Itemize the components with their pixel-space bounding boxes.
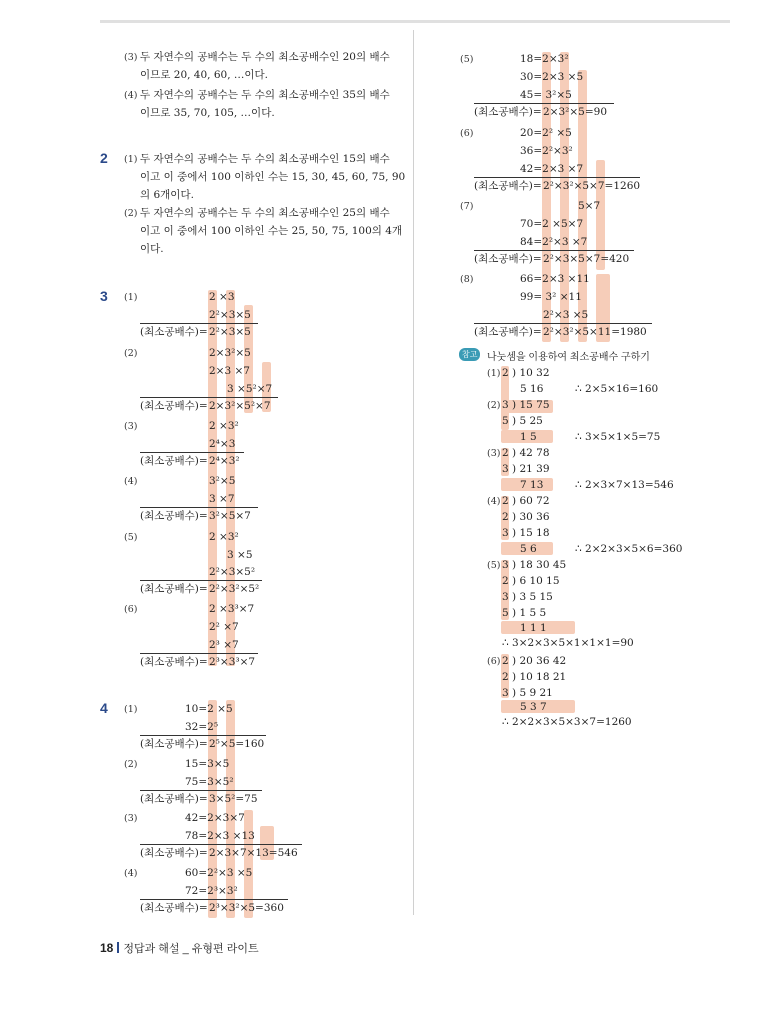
factor-row: 32=2⁵	[185, 721, 219, 733]
sub-label: (3)	[124, 813, 138, 824]
sub-label: (4)	[124, 476, 138, 487]
lcm-answer: 2⁴×3²	[209, 455, 240, 467]
factor-row: 5×7	[578, 200, 601, 212]
rule	[474, 103, 614, 104]
factor-row: 3 ×5²×7	[227, 383, 273, 395]
rule	[474, 250, 634, 251]
sub-label: (1)	[124, 292, 138, 303]
factor-row: 15=3×5	[185, 758, 230, 770]
lcm-answer: 2³×3³×7	[209, 656, 256, 668]
factor-row: 10=2 ×5	[185, 703, 233, 715]
division-row: 3 ) 15 75	[502, 399, 550, 411]
division-row: 3 ) 15 18	[502, 527, 550, 539]
lcm-answer: 2×3×7×13=546	[209, 847, 298, 859]
factor-row: 2⁴×3	[209, 438, 236, 450]
sub-label: (8)	[460, 274, 474, 285]
footer-bar	[117, 942, 119, 953]
rule	[140, 653, 258, 654]
factor-row: 84=2²×3 ×7	[520, 236, 588, 248]
lcm-label: (최소공배수)=	[140, 847, 208, 859]
sub-label: (4)	[124, 868, 138, 879]
lcm-label: (최소공배수)=	[140, 400, 208, 412]
footer-title: 정답과 해설 _ 유형편 라이트	[123, 943, 259, 955]
text-line: 이다.	[140, 243, 164, 255]
lcm-label: (최소공배수)=	[140, 510, 208, 522]
sub-label: (3)	[487, 448, 501, 459]
factor-row: 20=2² ×5	[520, 127, 572, 139]
lcm-label: (최소공배수)=	[474, 106, 542, 118]
factor-row: 70=2 ×5×7	[520, 218, 584, 230]
column-divider	[413, 30, 414, 915]
sub-label: (1)	[487, 368, 501, 379]
text-line: 두 자연수의 공배수는 두 수의 최소공배수인 20의 배수	[140, 51, 390, 63]
factor-row: 72=2³×3²	[185, 885, 238, 897]
page-number: 18	[100, 941, 114, 955]
sub-label: (2)	[124, 208, 138, 219]
factor-row: 30=2×3 ×5	[520, 71, 584, 83]
factor-row: 2 ×3³×7	[209, 603, 255, 615]
sub-label: (1)	[124, 704, 138, 715]
sub-label: (6)	[460, 128, 474, 139]
division-row: 5 6	[520, 543, 537, 555]
lcm-answer: 2×3²×5²×7	[209, 400, 271, 412]
text-line: 의 6개이다.	[140, 189, 194, 201]
division-answer: ∴ 2×3×7×13=546	[575, 479, 674, 491]
sub-label: (1)	[124, 154, 138, 165]
lcm-label: (최소공배수)=	[140, 455, 208, 467]
question-number: 2	[100, 150, 108, 166]
division-row: 2 ) 20 36 42	[502, 655, 567, 667]
sub-label: (5)	[124, 532, 138, 543]
factor-row: 2²×3 ×5	[543, 309, 589, 321]
lcm-answer: 2²×3²×5×11=1980	[543, 326, 647, 338]
lcm-label: (최소공배수)=	[474, 326, 542, 338]
lcm-answer: 2²×3×5×7=420	[543, 253, 630, 265]
sub-label: (2)	[124, 348, 138, 359]
factor-row: 2²×3×5²	[209, 566, 256, 578]
rule	[140, 397, 278, 398]
factor-row: 2³ ×7	[209, 639, 239, 651]
lcm-answer: 2³×3²×5=360	[209, 902, 284, 914]
sub-label: (3)	[124, 52, 138, 63]
factor-row: 99= 3² ×11	[520, 291, 582, 303]
top-rule	[100, 20, 730, 23]
lcm-answer: 3²×5×7	[209, 510, 251, 522]
rule	[140, 899, 288, 900]
question-number: 4	[100, 700, 108, 716]
text-line: 두 자연수의 공배수는 두 수의 최소공배수인 25의 배수	[140, 207, 390, 219]
division-row: 2 ) 10 32	[502, 367, 550, 379]
sub-label: (4)	[487, 496, 501, 507]
note-title: 나눗셈을 이용하여 최소공배수 구하기	[487, 352, 650, 363]
note-badge: 참고	[459, 348, 480, 361]
factor-row: 60=2²×3 ×5	[185, 867, 253, 879]
division-answer: ∴ 3×2×3×5×1×1×1=90	[502, 637, 634, 649]
factor-row: 2² ×7	[209, 621, 239, 633]
lcm-answer: 2²×3²×5²	[209, 583, 260, 595]
division-answer: ∴ 3×5×1×5=75	[575, 431, 661, 443]
lcm-answer: 2⁵×5=160	[209, 738, 265, 750]
factor-row: 2 ×3²	[209, 420, 239, 432]
division-row: 3 ) 3 5 15	[502, 591, 553, 603]
question-number: 3	[100, 288, 108, 304]
factor-row: 2×3 ×7	[209, 365, 250, 377]
factor-row: 36=2²×3²	[520, 145, 573, 157]
division-row: 2 ) 30 36	[502, 511, 550, 523]
division-row: 2 ) 60 72	[502, 495, 550, 507]
factor-row: 2 ×3²	[209, 531, 239, 543]
division-answer: ∴ 2×2×3×5×3×7=1260	[502, 716, 632, 728]
factor-row: 18=2×3²	[520, 53, 569, 65]
division-row: 5 3 7	[520, 701, 547, 713]
rule	[140, 790, 262, 791]
lcm-label: (최소공배수)=	[140, 793, 208, 805]
text-line: 두 자연수의 공배수는 두 수의 최소공배수인 35의 배수	[140, 89, 390, 101]
text-line: 이고 이 중에서 100 이하인 수는 15, 30, 45, 60, 75, 90	[140, 171, 406, 183]
factor-row: 2²×3×5	[209, 309, 251, 321]
division-row: 3 ) 5 9 21	[502, 687, 553, 699]
rule	[474, 177, 640, 178]
footer	[100, 940, 259, 956]
factor-row: 66=2×3 ×11	[520, 273, 590, 285]
rule	[140, 452, 244, 453]
rule	[474, 323, 652, 324]
lcm-answer: 2²×3²×5×7=1260	[543, 180, 641, 192]
division-row: 3 ) 21 39	[502, 463, 550, 475]
factor-row: 78=2×3 ×13	[185, 830, 255, 842]
factor-row: 42=2×3×7	[185, 812, 245, 824]
division-answer: ∴ 2×2×3×5×6=360	[575, 543, 683, 555]
division-row: 1 1 1	[520, 622, 547, 634]
factor-row: 45= 3²×5	[520, 89, 572, 101]
lcm-label: (최소공배수)=	[140, 583, 208, 595]
factor-row: 3²×5	[209, 475, 236, 487]
rule	[140, 735, 266, 736]
division-row: 7 13	[520, 479, 544, 491]
text-line: 두 자연수의 공배수는 두 수의 최소공배수인 15의 배수	[140, 153, 390, 165]
sub-label: (7)	[460, 201, 474, 212]
lcm-label: (최소공배수)=	[474, 253, 542, 265]
lcm-answer: 3×5²=75	[209, 793, 258, 805]
division-row: 2 ) 42 78	[502, 447, 550, 459]
text-line: 이므로 35, 70, 105, …이다.	[140, 107, 275, 119]
rule	[140, 507, 258, 508]
lcm-label: (최소공배수)=	[140, 326, 208, 338]
rule	[140, 844, 302, 845]
sub-label: (6)	[487, 656, 501, 667]
division-row: 3 ) 18 30 45	[502, 559, 567, 571]
factor-row: 2 ×3	[209, 291, 235, 303]
lcm-answer: 2²×3×5	[209, 326, 251, 338]
division-answer: ∴ 2×5×16=160	[575, 383, 659, 395]
lcm-label: (최소공배수)=	[140, 902, 208, 914]
rule	[140, 580, 262, 581]
division-row: 1 5	[520, 431, 537, 443]
lcm-answer: 2×3²×5=90	[543, 106, 608, 118]
factor-row: 3 ×5	[227, 549, 253, 561]
sub-label: (6)	[124, 604, 138, 615]
text-line: 이고 이 중에서 100 이하인 수는 25, 50, 75, 100의 4개	[140, 225, 403, 237]
sub-label: (2)	[124, 759, 138, 770]
rule	[140, 323, 258, 324]
division-row: 5 ) 1 5 5	[502, 607, 547, 619]
sub-label: (3)	[124, 421, 138, 432]
factor-row: 42=2×3 ×7	[520, 163, 584, 175]
sub-label: (5)	[487, 560, 501, 571]
division-row: 5 16	[520, 383, 544, 395]
factor-row: 2×3²×5	[209, 347, 251, 359]
factor-row: 75=3×5²	[185, 776, 234, 788]
division-row: 2 ) 10 18 21	[502, 671, 567, 683]
factor-row: 3 ×7	[209, 493, 235, 505]
lcm-label: (최소공배수)=	[140, 738, 208, 750]
sub-label: (4)	[124, 90, 138, 101]
sub-label: (2)	[487, 400, 501, 411]
division-row: 5 ) 5 25	[502, 415, 543, 427]
division-row: 2 ) 6 10 15	[502, 575, 560, 587]
text-line: 이므로 20, 40, 60, …이다.	[140, 69, 268, 81]
sub-label: (5)	[460, 54, 474, 65]
lcm-label: (최소공배수)=	[140, 656, 208, 668]
lcm-label: (최소공배수)=	[474, 180, 542, 192]
